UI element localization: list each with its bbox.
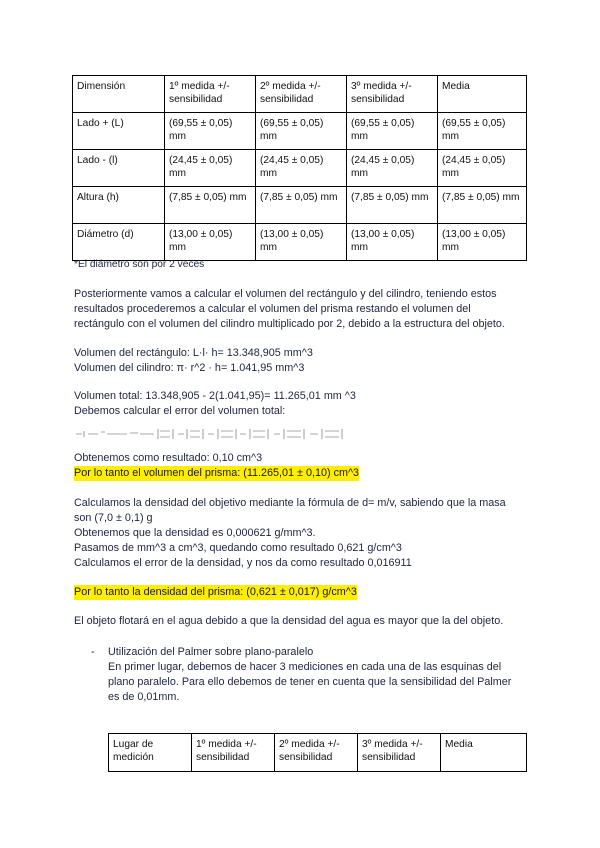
density-line: son (7,0 ± 0,1) g (74, 512, 153, 524)
bullet-line: es de 0,01mm. (108, 691, 180, 703)
header-cell: 1º medida +/- sensibilidad (192, 734, 275, 772)
table-cell: (69,55 ± 0,05) mm (347, 113, 438, 150)
table-cell: Lado - (l) (73, 150, 165, 187)
error-result: Obtenemos como resultado: 0,10 cm^3 (74, 452, 263, 464)
table-cell: (24,45 ± 0,05) mm (438, 150, 527, 187)
cylinder-volume: Volumen del cilindro: π· r^2 · h= 1.041,95 mm^3 (74, 362, 305, 374)
header-cell: Dimensión (73, 76, 165, 113)
table-row (73, 150, 527, 187)
header-cell: 2º medida +/- sensibilidad (256, 76, 347, 113)
table-cell: (24,45 ± 0,05) mm (165, 150, 256, 187)
table-row (73, 187, 527, 224)
bullet-line: plano paralelo. Para ello debemos de tener en cuenta que la sensibilidad del Palmer (108, 676, 512, 688)
header-cell: Media (438, 76, 527, 113)
table-cell: (69,55 ± 0,05) mm (438, 113, 527, 150)
bullet-title: Utilización del Palmer sobre plano-paralelo (108, 646, 314, 658)
table-header-row (109, 734, 527, 772)
table-cell: (13,00 ± 0,05) mm (165, 224, 256, 261)
header-cell: Media (441, 734, 527, 772)
table-cell: (7,85 ± 0,05) mm (438, 187, 527, 224)
table-cell: Altura (h) (73, 187, 165, 224)
rectangle-volume: Volumen del rectángulo: L·l· h= 13.348,905 mm^3 (74, 347, 313, 359)
table-cell: (7,85 ± 0,05) mm (165, 187, 256, 224)
table-cell: (7,85 ± 0,05) mm (256, 187, 347, 224)
table-row (73, 224, 527, 261)
density-line: Obtenemos que la densidad es 0,000621 g/mm^3. (74, 527, 316, 539)
paragraph-line: resultados procederemos a calcular el volumen del prisma restando el volumen del (74, 303, 471, 315)
prism-volume-highlight: Por lo tanto el volumen del prisma: (11.265,01 ± 0,10) cm^3 (74, 467, 360, 479)
dimensions-table (72, 75, 527, 261)
density-line: Calculamos la densidad del objetivo mediante la fórmula de d= m/v, sabiendo que la masa (74, 497, 506, 509)
table-cell: (13,00 ± 0,05) mm (256, 224, 347, 261)
table-cell: (24,45 ± 0,05) mm (256, 150, 347, 187)
table-cell: Diámetro (d) (73, 224, 165, 261)
table-cell: Lado + (L) (73, 113, 165, 150)
table-note: *El diámetro son por 2 veces (74, 259, 205, 270)
header-cell: 2º medida +/- sensibilidad (275, 734, 358, 772)
table-cell: (7,85 ± 0,05) mm (347, 187, 438, 224)
prism-density-highlight: Por lo tanto la densidad del prisma: (0,621 ± 0,017) g/cm^3 (74, 586, 357, 598)
float-conclusion: El objeto flotará en el agua debido a que la densidad del agua es mayor que la del objeto. (74, 615, 504, 627)
bullet-line: En primer lugar, debemos de hacer 3 mediciones en cada una de las esquinas del (108, 661, 502, 673)
density-line: Calculamos el error de la densidad, y nos da como resultado 0,016911 (74, 557, 412, 569)
error-formula-image (74, 427, 364, 441)
table-row (73, 113, 527, 150)
paragraph-line: Posteriormente vamos a calcular el volumen del rectángulo y del cilindro, teniendo estos (74, 288, 497, 300)
total-volume: Volumen total: 13.348,905 - 2(1.041,95)= 11.265,01 mm ^3 (74, 390, 356, 402)
header-cell: 3º medida +/- sensibilidad (347, 76, 438, 113)
paragraph-line: rectángulo con el volumen del cilindro multiplicado por 2, debido a la estructura del objeto. (74, 318, 505, 330)
header-cell: 3º medida +/- sensibilidad (358, 734, 441, 772)
density-line: Pasamos de mm^3 a cm^3, quedando como resultado 0,621 g/cm^3 (74, 542, 402, 554)
palmer-table (108, 733, 527, 772)
table-cell: (69,55 ± 0,05) mm (165, 113, 256, 150)
header-cell: Lugar de medición (109, 734, 192, 772)
table-cell: (13,00 ± 0,05) mm (347, 224, 438, 261)
header-cell: 1º medida +/- sensibilidad (165, 76, 256, 113)
table-cell: (69,55 ± 0,05) mm (256, 113, 347, 150)
table-cell: (13,00 ± 0,05) mm (438, 224, 527, 261)
table-cell: (24,45 ± 0,05) mm (347, 150, 438, 187)
bullet-marker: - (91, 646, 95, 658)
error-intro: Debemos calcular el error del volumen total: (74, 405, 286, 417)
table-header-row (73, 76, 527, 113)
